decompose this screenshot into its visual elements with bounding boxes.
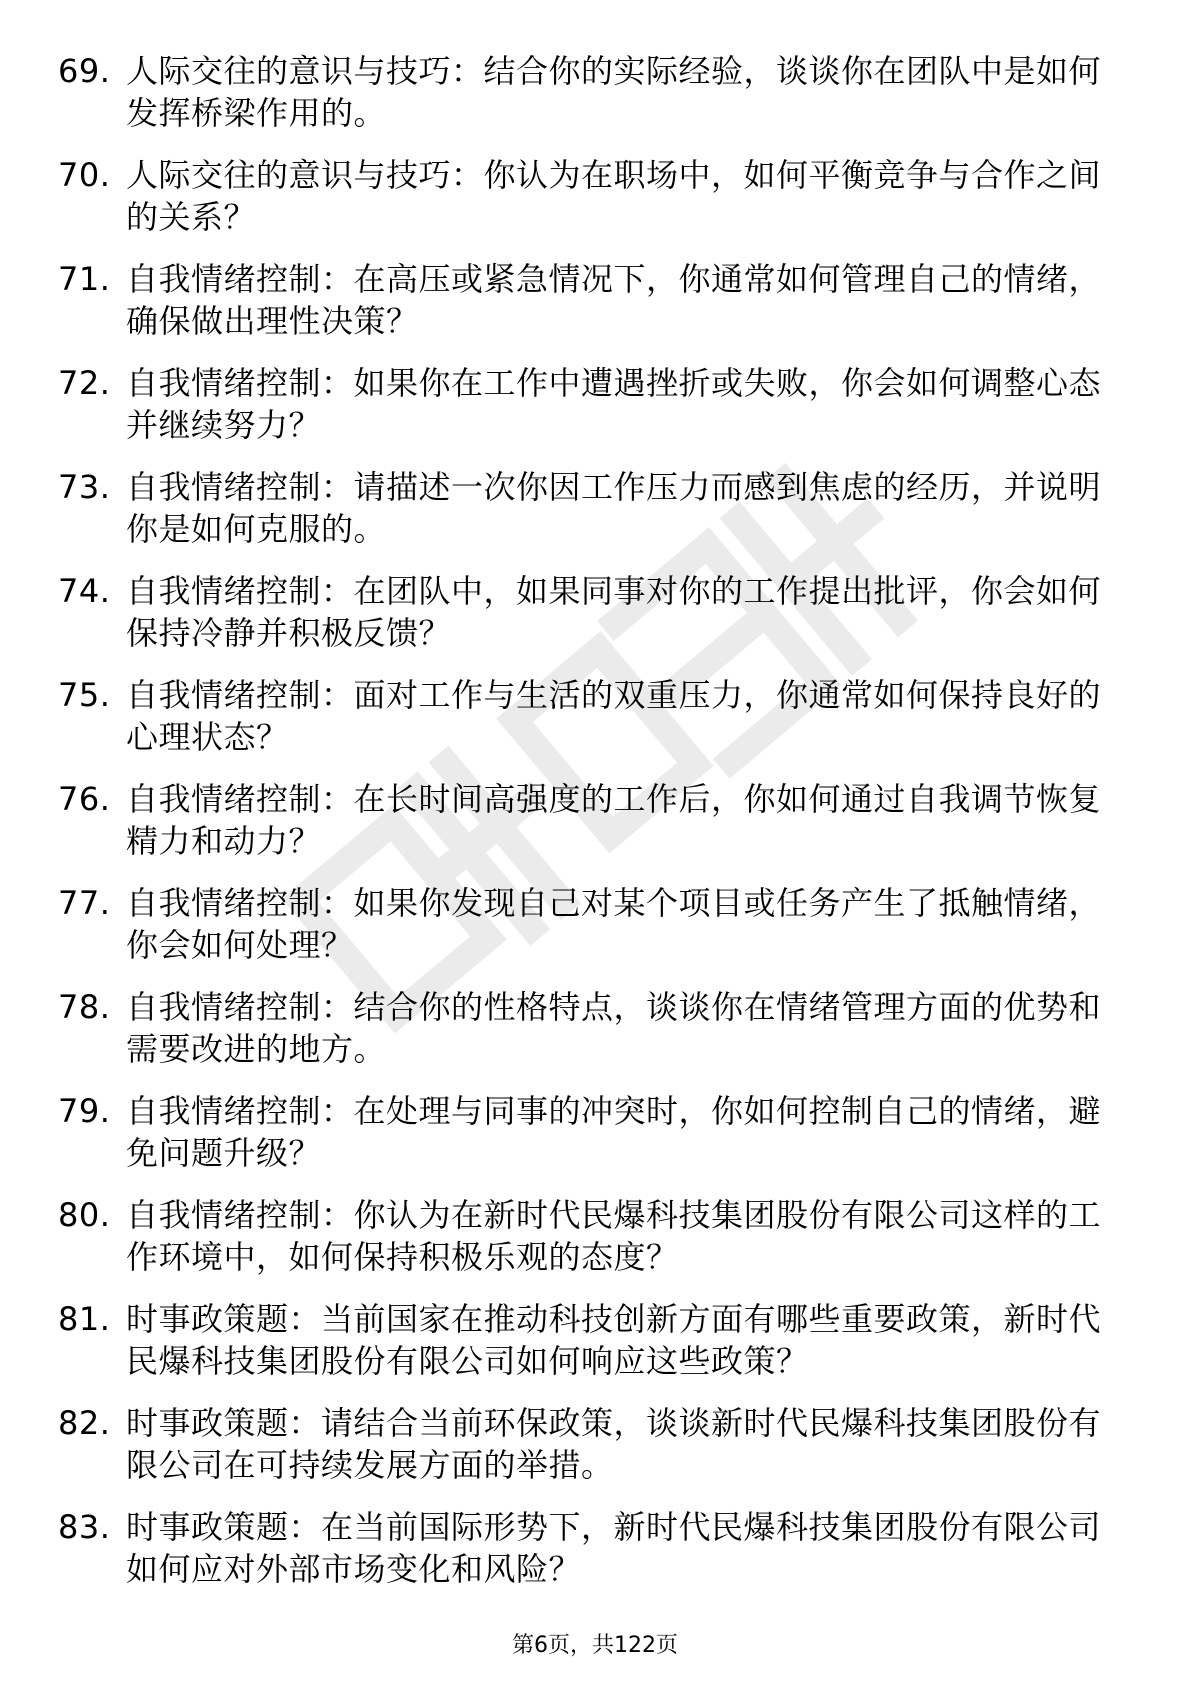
question-text: 人际交往的意识与技巧：你认为在职场中，如何平衡竞争与合作之间的关系？ bbox=[126, 156, 1102, 236]
question-item bbox=[58, 674, 1118, 758]
question-number: 76. bbox=[58, 780, 111, 818]
question-text: 自我情绪控制：结合你的性格特点，谈谈你在情绪管理方面的优势和需要改进的地方。 bbox=[126, 988, 1102, 1068]
question-item bbox=[58, 1506, 1118, 1590]
question-text: 自我情绪控制：面对工作与生活的双重压力，你通常如何保持良好的心理状态？ bbox=[126, 676, 1102, 756]
question-number: 74. bbox=[58, 572, 111, 610]
page-number-label: 第6页，共122页 bbox=[512, 1633, 678, 1658]
question-number: 77. bbox=[58, 884, 111, 922]
question-number: 72. bbox=[58, 364, 111, 402]
question-number: 78. bbox=[58, 988, 111, 1026]
question-text: 自我情绪控制：在团队中，如果同事对你的工作提出批评，你会如何保持冷静并积极反馈？ bbox=[126, 572, 1102, 652]
question-number: 82. bbox=[58, 1404, 111, 1442]
question-number: 75. bbox=[58, 676, 111, 714]
question-number: 69. bbox=[58, 52, 111, 90]
question-item bbox=[58, 154, 1118, 238]
question-number: 83. bbox=[58, 1508, 111, 1546]
question-text: 自我情绪控制：请描述一次你因工作压力而感到焦虑的经历，并说明你是如何克服的。 bbox=[126, 468, 1102, 548]
question-item bbox=[58, 1298, 1118, 1382]
question-item bbox=[58, 1402, 1118, 1486]
question-item bbox=[58, 986, 1118, 1070]
question-text: 自我情绪控制：在处理与同事的冲突时，你如何控制自己的情绪，避免问题升级？ bbox=[126, 1092, 1102, 1172]
question-item bbox=[58, 1090, 1118, 1174]
question-item bbox=[58, 882, 1118, 966]
question-item bbox=[58, 50, 1118, 134]
question-item bbox=[58, 258, 1118, 342]
question-item bbox=[58, 1194, 1118, 1278]
question-item bbox=[58, 570, 1118, 654]
question-number: 71. bbox=[58, 260, 111, 298]
question-list bbox=[58, 50, 1118, 1610]
question-item bbox=[58, 466, 1118, 550]
question-text: 人际交往的意识与技巧：结合你的实际经验，谈谈你在团队中是如何发挥桥梁作用的。 bbox=[126, 52, 1102, 132]
question-text: 时事政策题：请结合当前环保政策，谈谈新时代民爆科技集团股份有限公司在可持续发展方面的举措。 bbox=[126, 1404, 1102, 1484]
question-text: 时事政策题：在当前国际形势下，新时代民爆科技集团股份有限公司如何应对外部市场变化和风险？ bbox=[126, 1508, 1102, 1588]
question-number: 70. bbox=[58, 156, 111, 194]
question-text: 自我情绪控制：在高压或紧急情况下，你通常如何管理自己的情绪，确保做出理性决策？ bbox=[126, 260, 1102, 340]
question-text: 自我情绪控制：如果你在工作中遭遇挫折或失败，你会如何调整心态并继续努力？ bbox=[126, 364, 1102, 444]
question-text: 自我情绪控制：如果你发现自己对某个项目或任务产生了抵触情绪，你会如何处理？ bbox=[126, 884, 1102, 964]
question-number: 79. bbox=[58, 1092, 111, 1130]
question-number: 73. bbox=[58, 468, 111, 506]
question-item bbox=[58, 778, 1118, 862]
question-item bbox=[58, 362, 1118, 446]
question-text: 自我情绪控制：你认为在新时代民爆科技集团股份有限公司这样的工作环境中，如何保持积极乐观的态度？ bbox=[126, 1196, 1102, 1276]
page-footer bbox=[0, 1628, 1190, 1659]
question-number: 80. bbox=[58, 1196, 111, 1234]
question-text: 自我情绪控制：在长时间高强度的工作后，你如何通过自我调节恢复精力和动力？ bbox=[126, 780, 1102, 860]
question-number: 81. bbox=[58, 1300, 111, 1338]
question-text: 时事政策题：当前国家在推动科技创新方面有哪些重要政策，新时代民爆科技集团股份有限公司如何响应这些政策？ bbox=[126, 1300, 1102, 1380]
